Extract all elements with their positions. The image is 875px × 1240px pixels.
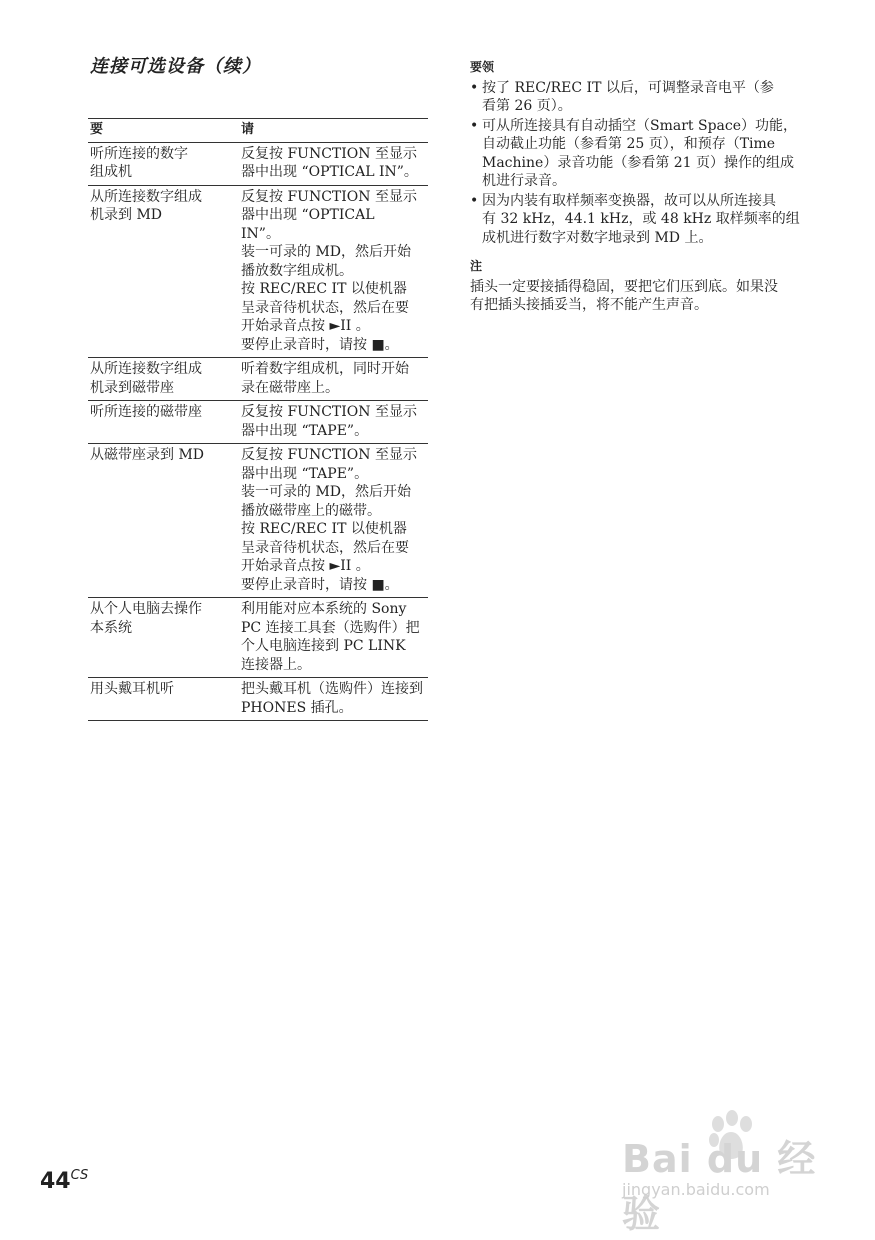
cell-do-line: IN”。	[241, 225, 280, 242]
cell-want-line: 从个人电脑去操作	[90, 601, 202, 617]
cell-do-line: 要停止录音时，请按 ■。	[241, 576, 399, 593]
cell-do-line: PHONES 插孔。	[241, 699, 353, 716]
cell-do-line: 器中出现 “TAPE”。	[241, 465, 369, 482]
watermark-brand: Bai du 经验	[622, 1137, 817, 1236]
cell-do-line: 要停止录音时，请按 ■。	[241, 336, 399, 353]
cell-do-line: 录在磁带座上。	[241, 379, 339, 396]
cell-want-line: 机录到 MD	[90, 207, 163, 223]
note-text	[470, 278, 810, 315]
cell-want-line: 听所连接的数字	[90, 145, 188, 162]
table-row	[88, 358, 428, 401]
tip-line: 机进行录音。	[482, 173, 566, 189]
cell-do-line: 听着数字组成机，同时开始	[241, 361, 409, 377]
tip-item	[470, 79, 810, 116]
tips-list	[470, 79, 810, 248]
cell-do	[239, 401, 428, 444]
cell-want-line: 机录到磁带座	[90, 379, 174, 396]
bullet-icon: •	[470, 79, 479, 96]
cell-want	[88, 358, 239, 401]
cell-do-line: 开始录音点按 ►II 。	[241, 318, 370, 334]
page-number	[40, 1168, 88, 1194]
cell-want-line: 听所连接的磁带座	[90, 404, 202, 420]
cell-want-line: 从磁带座录到 MD	[90, 447, 205, 463]
tip-item	[470, 117, 810, 191]
cell-do-line: 呈录音待机状态，然后在要	[241, 299, 409, 316]
cell-do-line: 按 REC/REC IT 以使机器	[241, 281, 407, 297]
cell-do	[239, 444, 428, 598]
cell-do-line: 利用能对应本系统的 Sony	[241, 601, 407, 617]
tip-line: 按了 REC/REC IT 以后，可调整录音电平（参	[482, 79, 774, 96]
column-header-want: 要	[88, 119, 239, 143]
table-header-row	[88, 119, 428, 143]
cell-want-line: 从所连接数字组成	[90, 188, 202, 205]
table-row	[88, 598, 428, 678]
cell-do-line: 反复按 FUNCTION 至显示	[241, 447, 417, 463]
cell-do-line: 反复按 FUNCTION 至显示	[241, 404, 417, 420]
operations-table	[88, 118, 428, 721]
cell-do-line: 器中出现 “OPTICAL	[241, 207, 375, 223]
cell-do	[239, 358, 428, 401]
note-heading: 注	[470, 259, 483, 273]
watermark-url: jingyan.baidu.com	[622, 1180, 770, 1199]
column-header-do: 请	[239, 119, 428, 143]
cell-do	[239, 185, 428, 358]
right-column	[470, 58, 810, 315]
cell-want	[88, 678, 239, 721]
cell-do-line: 按 REC/REC IT 以使机器	[241, 521, 407, 537]
cell-do	[239, 142, 428, 185]
tip-line: 有 32 kHz，44.1 kHz，或 48 kHz 取样频率的组	[482, 211, 800, 227]
tip-item	[470, 192, 810, 248]
cell-want	[88, 185, 239, 358]
table-row	[88, 142, 428, 185]
cell-do-line: 反复按 FUNCTION 至显示	[241, 188, 417, 205]
cell-do	[239, 678, 428, 721]
tip-line: 可从所连接具有自动插空（Smart Space）功能，	[482, 117, 798, 134]
cell-do	[239, 598, 428, 678]
tips-heading: 要领	[470, 60, 495, 74]
cell-do-line: 播放数字组成机。	[241, 262, 353, 279]
cell-do-line: 装一可录的 MD，然后开始	[241, 244, 412, 260]
tip-line: 看第 26 页）。	[482, 98, 572, 114]
cell-want-line: 本系统	[90, 619, 132, 636]
cell-do-line: 呈录音待机状态，然后在要	[241, 539, 409, 556]
bullet-icon: •	[470, 192, 479, 209]
cell-want-line: 从所连接数字组成	[90, 361, 202, 377]
note-line: 有把插头接插妥当，将不能产生声音。	[470, 297, 708, 313]
cell-want	[88, 142, 239, 185]
cell-do-line: 个人电脑连接到 PC LINK	[241, 638, 406, 654]
table-row	[88, 401, 428, 444]
page-number-suffix: CS	[70, 1168, 89, 1183]
bullet-icon: •	[470, 117, 479, 134]
section-title: 连接可选设备（续）	[90, 56, 261, 77]
note-line: 插头一定要接插得稳固，要把它们压到底。如果没	[470, 278, 778, 295]
cell-want-line: 组成机	[90, 164, 132, 180]
cell-do-line: 开始录音点按 ►II 。	[241, 558, 370, 574]
cell-want	[88, 401, 239, 444]
table-body	[88, 142, 428, 721]
cell-do-line: 把头戴耳机（选购件）连接到	[241, 681, 423, 697]
cell-do-line: 器中出现 “TAPE”。	[241, 422, 369, 439]
tip-line: 自动截止功能（参看第 25 页），和预存（Time	[482, 136, 776, 152]
table-row	[88, 185, 428, 358]
cell-do-line: 器中出现 “OPTICAL IN”。	[241, 164, 418, 180]
cell-do-line: 连接器上。	[241, 656, 311, 673]
cell-do-line: 反复按 FUNCTION 至显示	[241, 145, 417, 162]
cell-do-line: 装一可录的 MD，然后开始	[241, 484, 412, 500]
page-number-value: 44	[40, 1169, 71, 1194]
cell-do-line: PC 连接工具套（选购件）把	[241, 619, 420, 636]
cell-want-line: 用头戴耳机听	[90, 681, 174, 697]
watermark	[612, 1110, 852, 1236]
cell-do-line: 播放磁带座上的磁带。	[241, 502, 381, 519]
table-row	[88, 444, 428, 598]
cell-want	[88, 598, 239, 678]
tip-line: 成机进行数字对数字地录到 MD 上。	[482, 229, 713, 246]
tip-line: 因为内装有取样频率变换器，故可以从所连接具	[482, 192, 776, 209]
tip-line: Machine）录音功能（参看第 21 页）操作的组成	[482, 154, 795, 171]
cell-want	[88, 444, 239, 598]
table-row	[88, 678, 428, 721]
